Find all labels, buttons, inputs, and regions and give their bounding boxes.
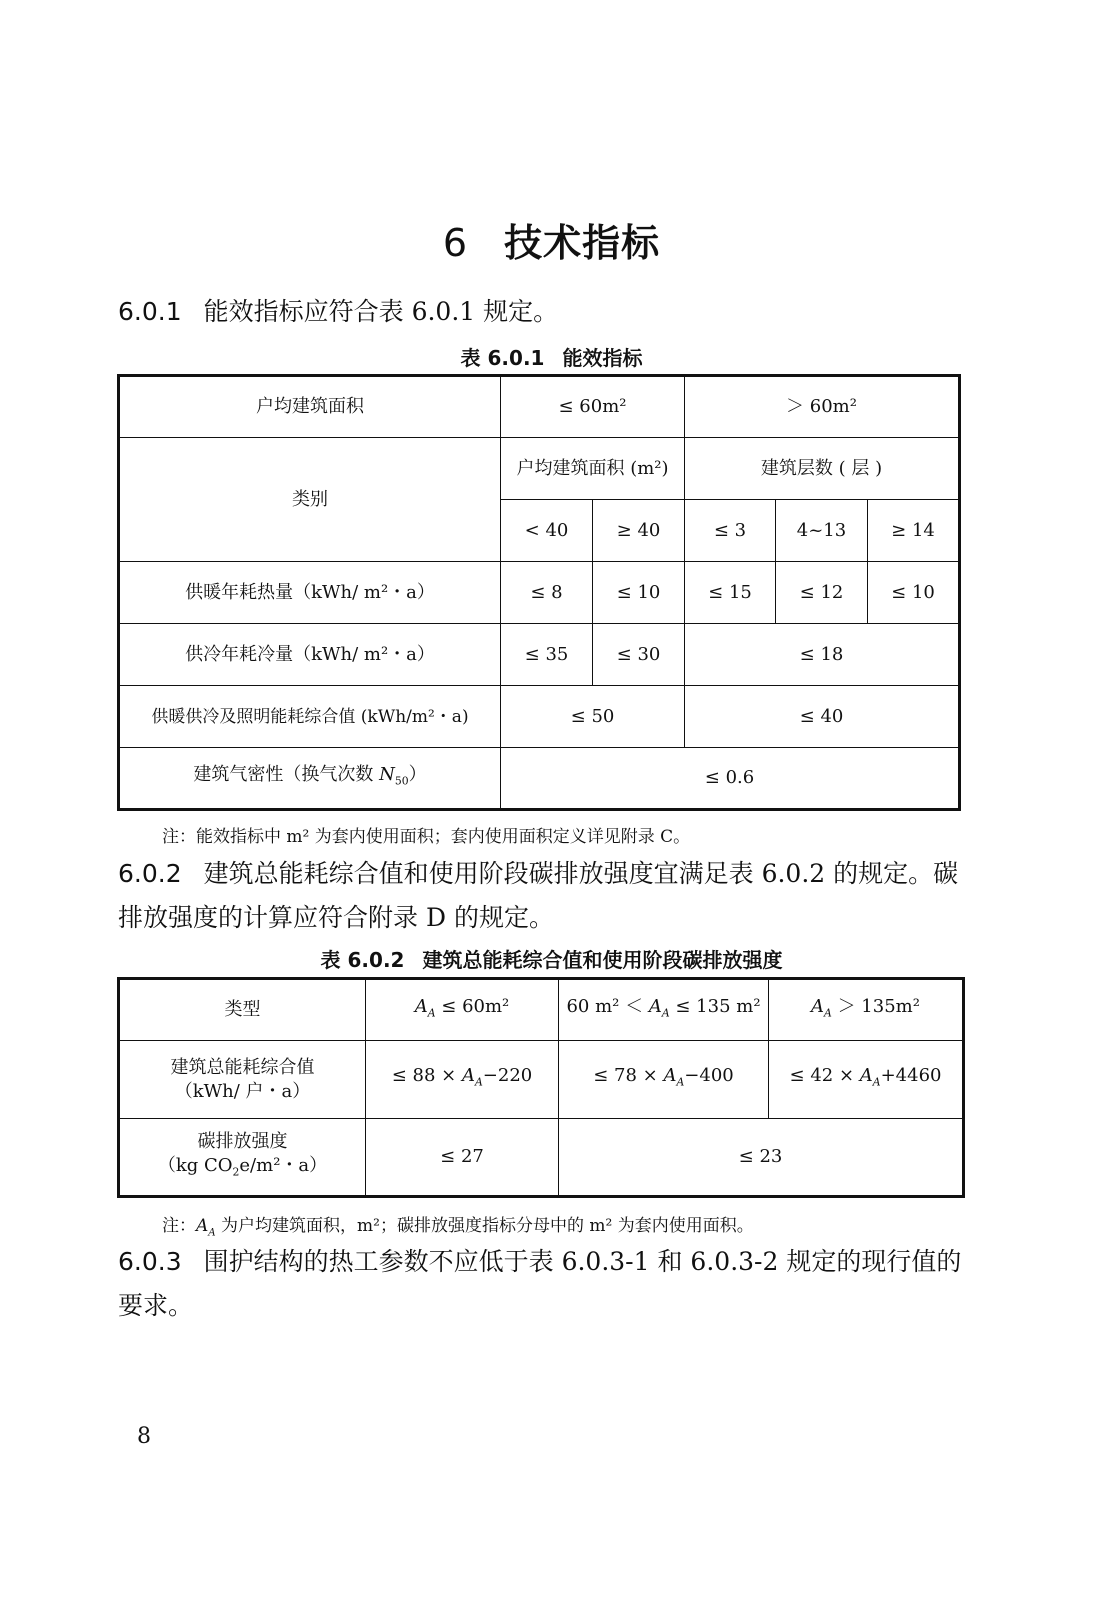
table-cell: ≤ 10 (593, 562, 685, 624)
row-label: 建筑气密性（换气次数 $N_{50}$） (119, 748, 501, 810)
table-cell: ≤ 8 (501, 562, 593, 624)
header-cell: ＞ 60m² (685, 376, 960, 438)
caption-title: 建筑总能耗综合值和使用阶段碳排放强度 (422, 948, 783, 972)
header-cell: 建筑层数 ( 层 ) (685, 438, 960, 500)
header-cell: 60 $m^2 < A_A \le 135$ m² (559, 979, 769, 1041)
header-cell: ≥ 40 (593, 500, 685, 562)
clause-text: 能效指标应符合表 6.0.1 规定。 (203, 297, 559, 326)
table-6-0-2-note: 注：$A_A$ 为户均建筑面积，m²；碳排放强度指标分母中的 m² 为套内使用面积。 (162, 1216, 754, 1239)
chapter-number: 6 (442, 221, 469, 265)
row-label: 供冷年耗冷量（kWh/ m²・a） (119, 624, 501, 686)
chapter-title: 技术指标 (504, 221, 661, 265)
table-row (119, 979, 964, 1041)
header-cell: ≥ 14 (868, 500, 960, 562)
caption-number: 表 6.0.1 (460, 346, 545, 370)
row-label: 供暖年耗热量（kWh/ m²・a） (119, 562, 501, 624)
header-cell: < 40 (501, 500, 593, 562)
table-row (119, 748, 960, 810)
caption-number: 表 6.0.2 (320, 948, 405, 972)
row-label: 建筑总能耗综合值 （kWh/ 户・a） (119, 1041, 366, 1119)
clause-text: 建筑总能耗综合值和使用阶段碳排放强度宜满足表 6.0.2 的规定。碳排放强度的计算应符合附录 D 的规定。 (118, 859, 959, 932)
table-row (119, 624, 960, 686)
table-cell: ≤ $42 \times A_A+4460$ (769, 1041, 964, 1119)
table-cell: ≤ 35 (501, 624, 593, 686)
table-row (119, 686, 960, 748)
table-row (119, 1041, 964, 1119)
clause-6-0-2 (118, 852, 963, 940)
table-6-0-2-caption (0, 944, 1103, 973)
table-cell: ≤ 23 (559, 1119, 964, 1197)
table-6-0-2 (117, 977, 965, 1198)
table-row (119, 562, 960, 624)
table-cell: ≤ 18 (685, 624, 960, 686)
table-cell: ≤ 0.6 (501, 748, 960, 810)
clause-number: 6.0.3 (118, 1247, 182, 1276)
header-cell: 户均建筑面积 (119, 376, 501, 438)
clause-6-0-3 (118, 1240, 963, 1328)
table-cell: ≤ $78 \times A_A-400$ (559, 1041, 769, 1119)
table-row (119, 376, 960, 438)
header-cell: $A_A > 135m^2$ (769, 979, 964, 1041)
table-cell: ≤ 12 (776, 562, 868, 624)
table-cell: ≤ 10 (868, 562, 960, 624)
clause-number: 6.0.1 (118, 297, 182, 326)
header-cell: 类型 (119, 979, 366, 1041)
chapter-heading (0, 212, 1103, 267)
table-cell: ≤ 50 (501, 686, 685, 748)
table-6-0-1-note: 注：能效指标中 m² 为套内使用面积；套内使用面积定义详见附录 C。 (162, 827, 691, 847)
table-row (119, 438, 960, 500)
category-label: 类别 (119, 438, 501, 562)
table-cell: ≤ $88 \times A_A-220$ (366, 1041, 559, 1119)
table-cell: ≤ 15 (685, 562, 776, 624)
caption-title: 能效指标 (562, 346, 643, 370)
header-cell: $A_A \le 60m^2$ (366, 979, 559, 1041)
header-cell: 4~13 (776, 500, 868, 562)
row-label: 碳排放强度 （kg $CO_2e/m^2$・a） (119, 1119, 366, 1197)
header-cell: ≤ 60m² (501, 376, 685, 438)
row-label: 供暖供冷及照明能耗综合值 (kWh/m²・a) (119, 686, 501, 748)
header-cell: ≤ 3 (685, 500, 776, 562)
table-6-0-1-caption (0, 342, 1103, 371)
header-cell: 户均建筑面积 (m²) (501, 438, 685, 500)
table-row (119, 1119, 964, 1197)
table-6-0-1 (117, 374, 961, 811)
page-number: 8 (137, 1424, 151, 1449)
table-cell: ≤ 27 (366, 1119, 559, 1197)
table-cell: ≤ 30 (593, 624, 685, 686)
clause-text: 围护结构的热工参数不应低于表 6.0.3-1 和 6.0.3-2 规定的现行值的要求。 (118, 1247, 962, 1320)
table-cell: ≤ 40 (685, 686, 960, 748)
clause-6-0-1 (118, 290, 963, 334)
clause-number: 6.0.2 (118, 859, 182, 888)
